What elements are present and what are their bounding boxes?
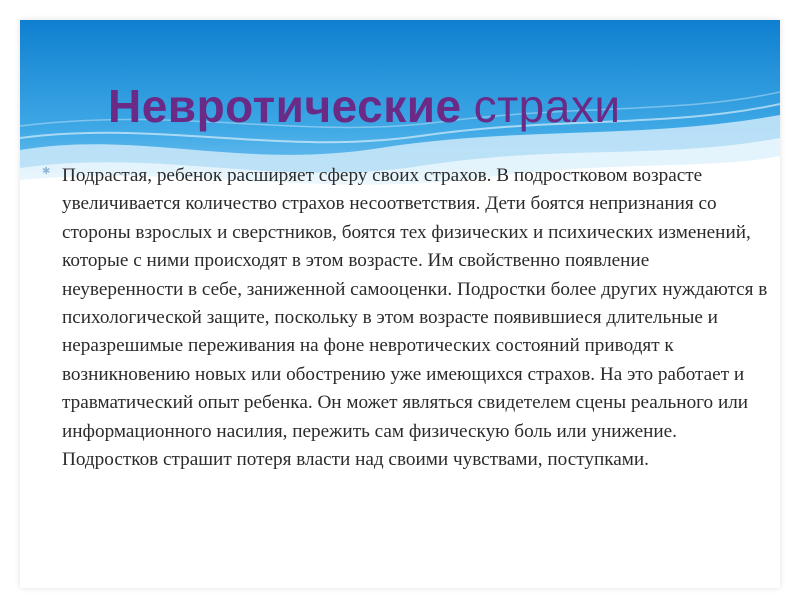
slide-content	[42, 162, 772, 474]
sparkle-bullet-icon: ✱	[42, 166, 51, 177]
bullet-paragraph	[42, 162, 772, 474]
slide-title	[108, 78, 621, 134]
title-bold-part: Невротические	[108, 80, 462, 132]
title-light-part: страхи	[473, 80, 621, 132]
body-text: Подрастая, ребенок расширяет сферу своих страхов. В подростковом возрасте увеличивается количество страхов несоответствия. Дети боятся непризнания со стороны взрослых и сверстников, боятся тех физических и психических изменений, которые с ними происходят в этом возрасте. Им свойственно появление неуверенности в себе, заниженной самооценки. Подростки более других нуждаются в психологической защите, поскольку в этом возрасте появившиеся длительные и неразрешимые переживания на фоне невротических состояний приводят к возникновению новых или обострению уже имеющихся страхов. На это работает и травматический опыт ребенка. Он может являться свидетелем сцены реального или информационного насилия, пережить сам физическую боль или унижение. Подростков страшит потеря власти над своими чувствами, поступками.	[62, 165, 768, 471]
